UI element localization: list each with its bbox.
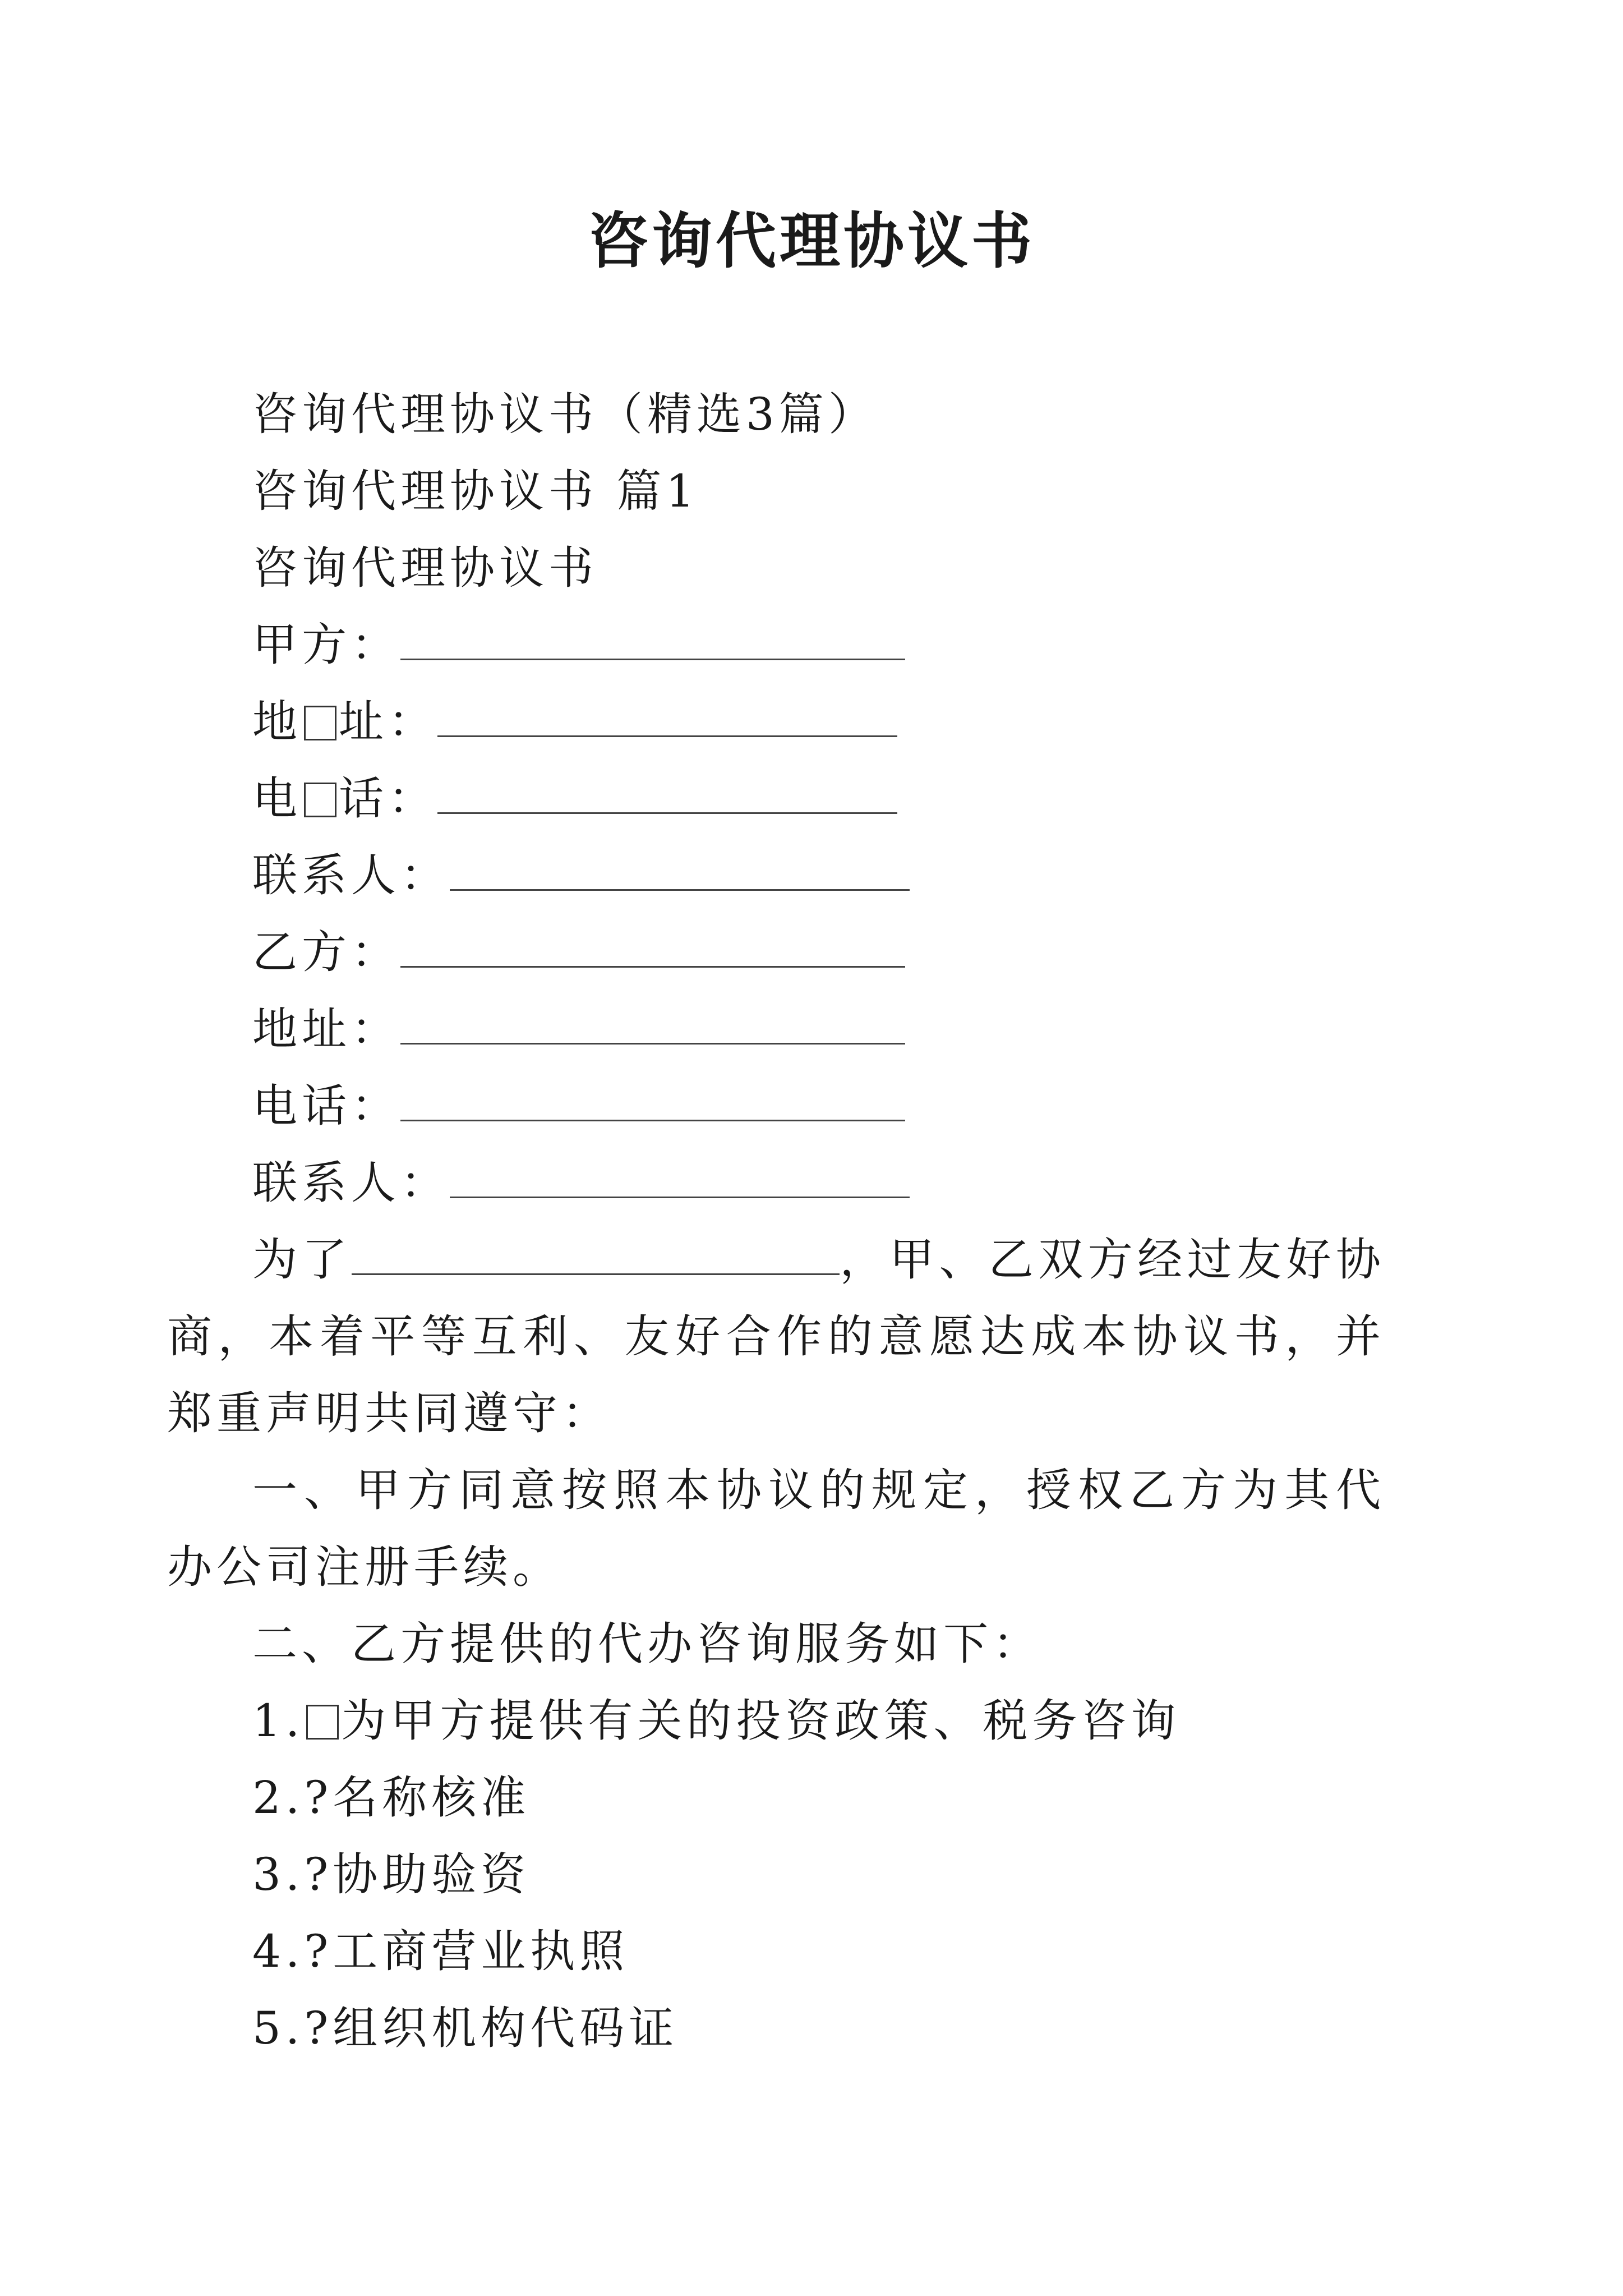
party-a-phone-blank — [437, 776, 897, 814]
party-b-address-row — [252, 991, 1385, 1068]
party-a-name-label: 甲方： — [252, 619, 400, 671]
party-b-name-blank — [400, 930, 905, 968]
subtitle-line: 咨询代理协议书（精选3篇） — [252, 388, 878, 440]
party-a-address-row — [252, 683, 1385, 760]
service-item-4: 4.?工商营业执照 — [252, 1925, 629, 1977]
document-title: 咨询代理协议书 — [587, 206, 1035, 277]
chapter-line: 咨询代理协议书 篇1 — [252, 465, 699, 517]
party-b-address-label: 地址： — [252, 1003, 400, 1055]
party-a-name-blank — [400, 623, 905, 660]
party-a-contact-blank — [450, 853, 910, 891]
document-body — [252, 376, 1385, 1221]
party-b-phone-row — [252, 1068, 1385, 1144]
service-item-5: 5.?组织机构代码证 — [252, 2002, 679, 2054]
party-a-address-blank — [437, 700, 897, 737]
party-b-name-label: 乙方： — [252, 926, 400, 978]
placeholder-box-icon — [304, 706, 336, 740]
party-a-address-label-end: 址： — [339, 696, 437, 748]
service-item-1-number: 1. — [252, 1695, 305, 1747]
party-a-contact-label: 联系人： — [252, 849, 450, 901]
party-b-phone-blank — [400, 1084, 905, 1121]
party-b-contact-row — [252, 1144, 1385, 1221]
party-b-contact-blank — [450, 1161, 910, 1198]
intro-paragraph — [167, 1221, 1385, 1452]
party-b-phone-label: 电话： — [252, 1080, 400, 1132]
party-a-address-label-start: 地 — [252, 696, 302, 748]
clause-1: 一、甲方同意按照本协议的规定，授权乙方为其代办公司注册手续。 — [167, 1464, 1385, 1593]
service-item-3: 3.?协助验资 — [252, 1848, 531, 1901]
intro-prefix: 为了 — [252, 1234, 352, 1286]
clause-2: 二、乙方提供的代办咨询服务如下： — [252, 1618, 1042, 1670]
intro-suffix: ，甲、乙双方经过友好协商，本着平等互利、友好合作的意愿达成本协议书，并郑重声明共同遵守： — [167, 1234, 1386, 1439]
party-a-name-row — [252, 606, 1385, 683]
agreement-clauses — [167, 1221, 1386, 2067]
service-item-1 — [252, 1682, 1385, 1759]
party-a-phone-label-start: 电 — [252, 772, 302, 825]
service-item-2: 2.?名称核准 — [252, 1772, 531, 1824]
placeholder-box-icon — [304, 783, 336, 817]
party-a-phone-label-end: 话： — [339, 772, 437, 825]
purpose-blank — [352, 1237, 840, 1275]
party-b-contact-label: 联系人： — [252, 1157, 450, 1209]
party-b-address-blank — [400, 1007, 905, 1045]
party-b-name-row — [252, 914, 1385, 991]
service-item-1-text: 为甲方提供有关的投资政策、税务咨询 — [341, 1695, 1181, 1747]
party-a-phone-row — [252, 760, 1385, 837]
placeholder-box-icon — [306, 1705, 339, 1740]
agreement-heading: 咨询代理协议书 — [252, 542, 598, 594]
party-a-contact-row — [252, 837, 1385, 914]
